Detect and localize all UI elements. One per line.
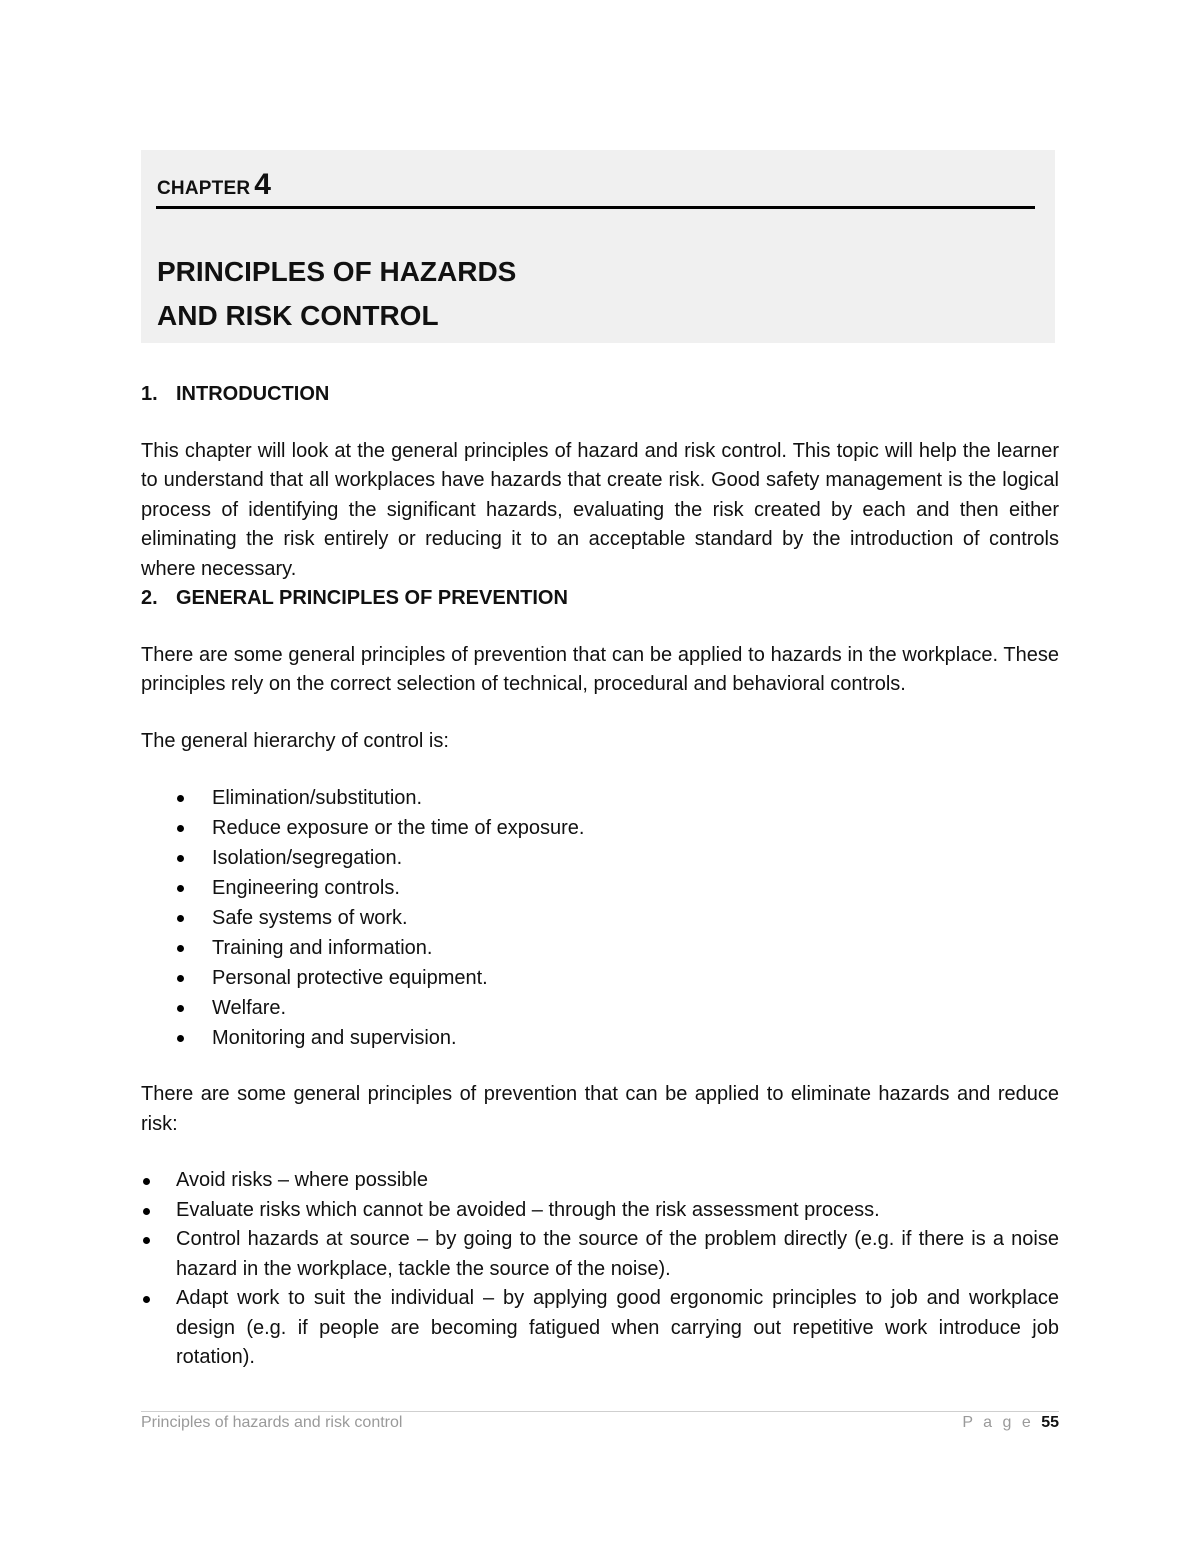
hierarchy-list bbox=[141, 783, 1059, 1053]
chapter-title bbox=[157, 250, 516, 338]
list-item: Training and information. bbox=[141, 933, 1059, 963]
chapter-number: 4 bbox=[254, 168, 272, 201]
list-item: Welfare. bbox=[141, 993, 1059, 1023]
list-item: Avoid risks – where possible bbox=[141, 1166, 1059, 1196]
intro-paragraph: This chapter will look at the general principles of hazard and risk control. This topic will help the learner to understand that all workplaces have hazards that create risk. Good safety management is the logical process of identifying the significant hazards, evaluating the risk created by each and then either eliminating the risk entirely or reducing it to an acceptable standard by the introduction of controls where necessary. bbox=[141, 439, 1059, 580]
page-label: P a g e bbox=[962, 1414, 1034, 1431]
list-item: Evaluate risks which cannot be avoided – through the risk assessment process. bbox=[141, 1196, 1059, 1226]
prevention-paragraph: There are some general principles of prevention that can be applied to hazards in the workplace. These principles rely on the correct selection of technical, procedural and behavioral controls. bbox=[141, 643, 1059, 695]
list-item: Isolation/segregation. bbox=[141, 843, 1059, 873]
section-heading-prevention bbox=[141, 584, 1059, 614]
principles-list bbox=[141, 1166, 1059, 1373]
list-item: Reduce exposure or the time of exposure. bbox=[141, 813, 1059, 843]
section-number: 2. bbox=[141, 587, 158, 609]
chapter-header bbox=[141, 150, 1055, 343]
chapter-divider bbox=[156, 206, 1035, 209]
footer-title: Principles of hazards and risk control bbox=[141, 1414, 403, 1431]
section-number: 1. bbox=[141, 383, 158, 405]
footer-page bbox=[962, 1414, 1059, 1432]
hierarchy-intro: The general hierarchy of control is: bbox=[141, 729, 449, 752]
list-item: Control hazards at source – by going to the source of the problem directly (e.g. if there is a noise hazard in the workplace, tackle the source of the noise). bbox=[141, 1225, 1059, 1284]
chapter-label-text: CHAPTER bbox=[157, 178, 251, 199]
chapter-title-line2: AND RISK CONTROL bbox=[157, 300, 439, 331]
list-item: Elimination/substitution. bbox=[141, 783, 1059, 813]
list-item: Adapt work to suit the individual – by applying good ergonomic principles to job and workplace design (e.g. if people are becoming fatigued when carrying out repetitive work introduce job rotation). bbox=[141, 1284, 1059, 1373]
principles-intro: There are some general principles of prevention that can be applied to eliminate hazards and reduce risk: bbox=[141, 1083, 1059, 1135]
chapter-label bbox=[157, 168, 271, 202]
list-item: Personal protective equipment. bbox=[141, 963, 1059, 993]
list-item: Monitoring and supervision. bbox=[141, 1023, 1059, 1053]
list-item: Safe systems of work. bbox=[141, 903, 1059, 933]
chapter-title-line1: PRINCIPLES OF HAZARDS bbox=[157, 256, 517, 287]
footer-divider bbox=[141, 1411, 1059, 1412]
section-title: GENERAL PRINCIPLES OF PREVENTION bbox=[176, 587, 568, 609]
section-title: INTRODUCTION bbox=[176, 383, 330, 405]
page-number: 55 bbox=[1041, 1414, 1059, 1431]
list-item: Engineering controls. bbox=[141, 873, 1059, 903]
main-content bbox=[141, 380, 1059, 1373]
section-heading-introduction bbox=[141, 380, 1059, 410]
